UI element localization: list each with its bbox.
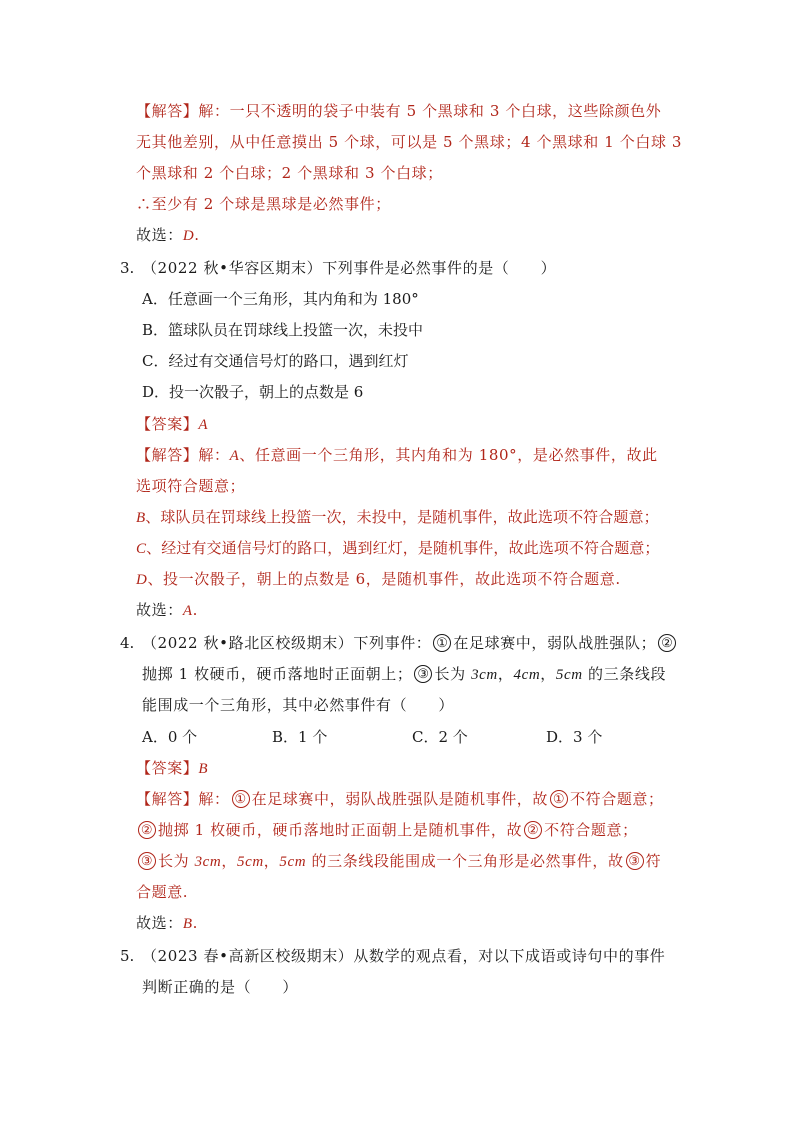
circled-number: ② (138, 821, 156, 839)
circled-number: ① (232, 790, 250, 808)
question-stem: 判断正确的是（ ） (142, 978, 299, 996)
solution-line: D、投一次骰子，朝上的点数是 6，是随机事件，故此选项不符合题意. (136, 570, 621, 588)
solution-line: 【解答】解：A、任意画一个三角形，其内角和为 180°，是必然事件，故此 (136, 446, 658, 464)
option-c: C．经过有交通信号灯的路口，遇到红灯 (142, 352, 409, 370)
circled-number: ③ (626, 852, 644, 870)
solution-line: 选项符合题意； (136, 477, 246, 495)
q2-solution-line-3: 个黑球和 2 个白球；2 个黑球和 3 个白球； (136, 164, 443, 182)
q2-solution-line-1: 【解答】解：一只不透明的袋子中装有 5 个黑球和 3 个白球，这些除颜色外 (136, 102, 662, 120)
choose-answer: D (182, 228, 195, 244)
q2-solution-line-4: ∴至少有 2 个球是黑球是必然事件； (136, 195, 391, 213)
circled-number: ③ (138, 852, 156, 870)
circled-number: ① (550, 790, 568, 808)
option-a: A．0 个 (142, 728, 198, 746)
solution-tag: 【解答】 (136, 790, 199, 808)
question-number: 4. (120, 634, 135, 652)
answer-value: A (198, 417, 209, 433)
circled-number: ③ (414, 665, 432, 683)
solution-line: 合题意. (136, 883, 189, 901)
question-number: 3. (120, 259, 135, 277)
question-stem: 抛掷 1 枚硬币，硬币落地时正面朝上； ③ 长为 3cm，4cm，5cm 的三条线段 (142, 665, 667, 683)
question-stem: （2023 春•高新区校级期末）从数学的观点看，对以下成语或诗句中的事件 (142, 947, 666, 965)
circled-number: ② (524, 821, 542, 839)
option-b: B．1 个 (272, 728, 328, 746)
solution-line: B、球队员在罚球线上投篮一次，未投中，是随机事件，故此选项不符合题意； (136, 508, 659, 526)
solution-line: ② 抛掷 1 枚硬币，硬币落地时正面朝上是随机事件，故 ② 不符合题意； (136, 819, 638, 841)
solution-tag: 【解答】 (136, 102, 199, 120)
solution-line: 【解答】解： ① 在足球赛中，弱队战胜强队是随机事件，故 ① 不符合题意； (136, 790, 664, 808)
choose-answer: B (182, 916, 193, 932)
answer-value: B (198, 761, 209, 777)
circled-number: ① (433, 634, 451, 652)
question-stem: （2022 秋•华容区期末）下列事件是必然事件的是（ ） (142, 259, 557, 277)
solution-line: ③ 长为 3cm，5cm，5cm 的三条线段能围成一个三角形是必然事件，故 ③ 符 (136, 850, 661, 873)
q2-choose-line: 故选：D. (136, 226, 200, 244)
question-stem: （2022 秋•路北区校级期末）下列事件： ① 在足球赛中，弱队战胜强队； ② (142, 632, 678, 654)
option-c: C．2 个 (412, 728, 468, 746)
option-b: B．篮球队员在罚球线上投篮一次，未投中 (142, 321, 424, 339)
answer-tag: 【答案】 (136, 759, 199, 777)
choose-answer: A (182, 603, 193, 619)
solution-line: C、经过有交通信号灯的路口，遇到红灯，是随机事件，故此选项不符合题意； (136, 539, 660, 557)
answer-line (136, 757, 208, 780)
option-d: D．投一次骰子，朝上的点数是 6 (142, 383, 364, 401)
option-d: D．3 个 (546, 728, 603, 746)
answer-line (136, 413, 208, 436)
circled-number: ② (658, 634, 676, 652)
solution-tag: 【解答】 (136, 446, 199, 464)
choose-line: 故选：A. (136, 601, 198, 619)
choose-line: 故选：B. (136, 914, 198, 932)
answer-tag: 【答案】 (136, 415, 199, 433)
q2-solution-line-2: 无其他差别，从中任意摸出 5 个球，可以是 5 个黑球；4 个黑球和 1 个白球 3 (136, 133, 683, 151)
option-a: A．任意画一个三角形，其内角和为 180° (142, 290, 419, 308)
question-number: 5. (120, 947, 135, 965)
question-stem: 能围成一个三角形，其中必然事件有（ ） (142, 696, 455, 714)
